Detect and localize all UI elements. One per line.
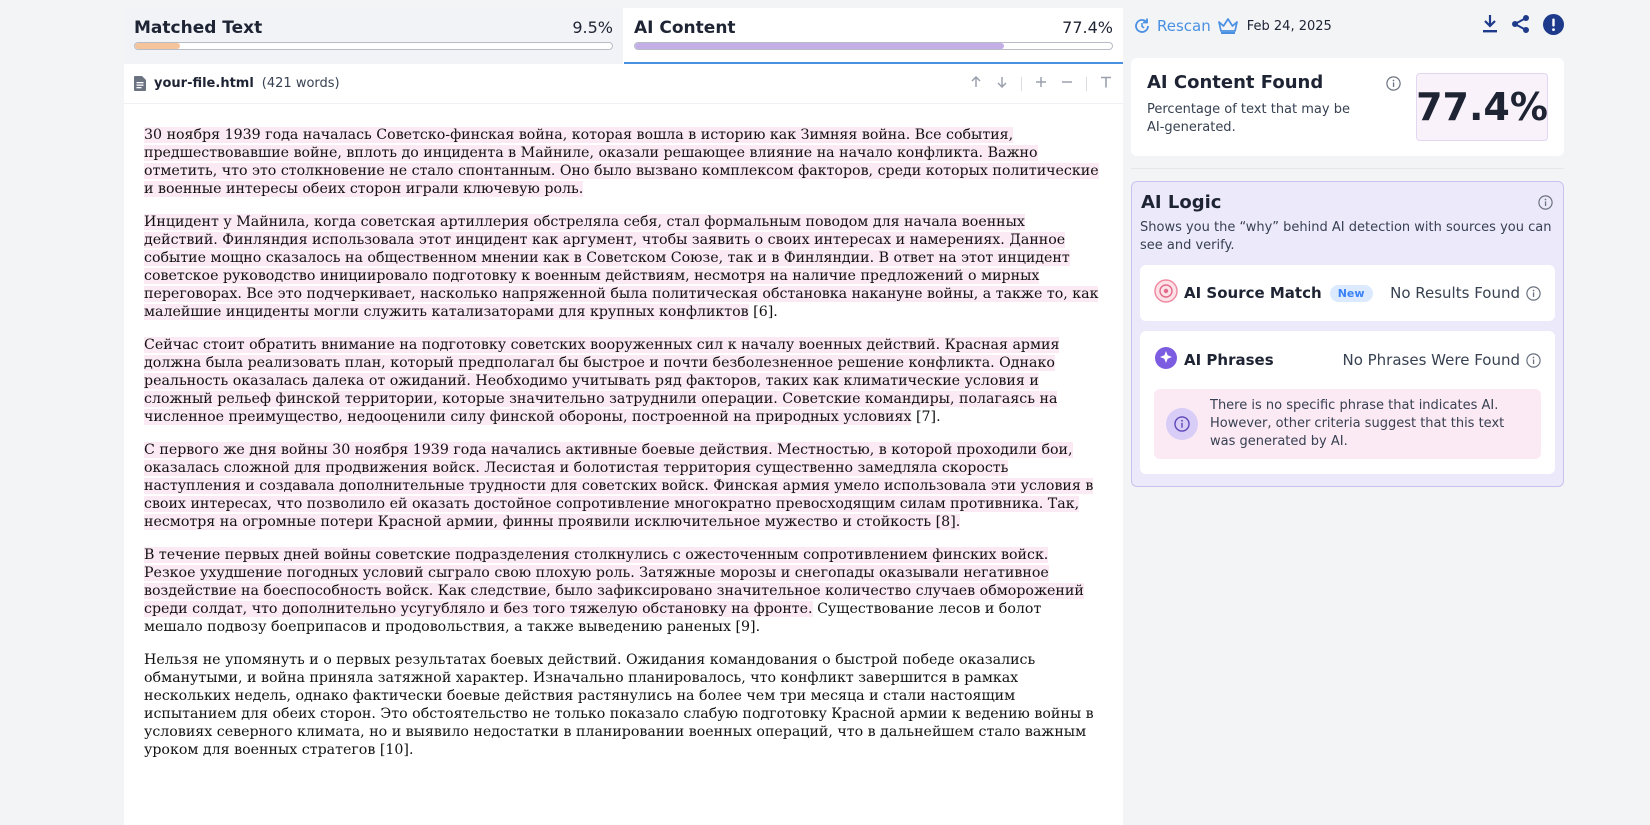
ai-content-found-card xyxy=(1131,58,1564,156)
file-info-bar xyxy=(124,64,1123,104)
panel-description: Shows you the “why” behind AI detection with sources you can see and verify. xyxy=(1140,220,1552,253)
rescan-icon[interactable] xyxy=(1133,17,1151,35)
ai-highlighted-text[interactable]: Инцидент у Майнила, когда советская артиллерия обстреляла себя, стал формальным поводом для начала военных действий. Финляндия использовала этот инцидент как аргумент, чтобы заявить о своих интересах и намерениях. Данное событие мощно сказалось на общественном мнении как в Советском Союзе, так и в Финляндии. В ответ на этот инцидент советское руководство инициировало подготовку к военным действиям, несмотря на наличие предложений о мирных переговорах. Все это подчеркивает, насколько напряженной была политическая обстановка накануне войны, а также то, как малейшие инциденты могли служить катализаторами для крупных конфликтов xyxy=(144,214,1099,320)
ai-logic-panel xyxy=(1131,181,1564,487)
ai-highlighted-text[interactable]: С первого же дня войны 30 ноября 1939 года начались активные боевые действия. Местностью, в которой проходили бои, оказалась сложной для продвижения войск. Лесистая и болотистая территория существенно замедляла скорость наступления и создавала дополнительные трудности для советских войск. Финская армия умело использовала эти условия в своих интересах, что позволило ей оказать достойное сопротивление многократно превосходящим силам противника. Так, несмотря на огромные потери Красной армии, финны проявили исключительное мужество и стойкость [8]. xyxy=(144,442,1094,530)
tab-ai-content[interactable] xyxy=(624,8,1123,64)
info-icon[interactable] xyxy=(1538,195,1553,214)
result-tabs xyxy=(124,8,1123,64)
results-panel xyxy=(124,8,1123,825)
scan-date: Feb 24, 2025 xyxy=(1246,18,1332,34)
ai-phrases-row[interactable] xyxy=(1154,345,1541,375)
document-paragraph xyxy=(144,126,1103,198)
tab-title: AI Content xyxy=(634,18,736,38)
ai-percentage: 77.4% xyxy=(1416,73,1548,141)
info-icon[interactable] xyxy=(1526,353,1541,368)
row-label: AI Phrases xyxy=(1184,351,1274,369)
card-description: Percentage of text that may be AI-generated. xyxy=(1147,102,1350,135)
toolbar-divider xyxy=(1021,77,1022,91)
share-icon[interactable] xyxy=(1511,14,1531,38)
ai-highlighted-text[interactable]: В течение первых дней войны советские подразделения столкнулись с ожесточенным сопротивлением финских войск. Резкое ухудшение погодных условий сыграло свою плохую роль. Затяжные морозы и снегопады оказывали негативное воздействие на боеспособность войск. Как следствие, было зафиксировано значительное количество случаев обморожений среди солдат, что дополнительно усугубляло и без того тяжелую обстановку на фронте. xyxy=(144,547,1084,617)
download-icon[interactable] xyxy=(1481,14,1499,38)
ai-highlighted-text[interactable]: Сейчас стоит обратить внимание на подготовку советских вооруженных сил к началу военных действий. Красная армия должна была реализовать план, который предполагал бы быстрое и почти безболезненное решение конфликта. Однако реальность оказалась далека от ожиданий. Необходимо учитывать ряд факторов, таких как климатические условия и сложный рельеф финской территории, которые значительно затруднили операции. Советские командиры, полагаясь на численное преимущество, недооценили силу финской обороны, построенной на природных условиях xyxy=(144,337,1060,425)
sidebar xyxy=(1131,8,1564,487)
tab-matched-text[interactable] xyxy=(124,8,623,64)
source-match-icon xyxy=(1154,279,1178,307)
info-icon xyxy=(1166,408,1198,440)
info-icon[interactable] xyxy=(1526,286,1541,301)
divider xyxy=(1131,168,1564,169)
row-status: No Phrases Were Found xyxy=(1342,351,1520,369)
arrow-down-icon[interactable] xyxy=(995,76,1009,92)
word-count: (421 words) xyxy=(261,76,340,91)
plain-text: [6]. xyxy=(748,304,778,320)
text-format-icon[interactable] xyxy=(1099,76,1113,92)
document-paragraph xyxy=(144,213,1103,321)
progress-fill xyxy=(135,43,180,49)
card-title: AI Content Found xyxy=(1147,72,1324,93)
row-status: No Results Found xyxy=(1390,284,1520,302)
document-icon xyxy=(134,76,146,91)
tab-percent: 9.5% xyxy=(572,18,613,37)
document-paragraph xyxy=(144,441,1103,531)
ai-highlighted-text[interactable]: 30 ноября 1939 года началась Советско-финская война, которая вошла в историю как Зимняя война. Все события, предшествовавшие войне, вплоть до инцидента в Майниле, оказали решающее влияние на начало конфликта. Важно отметить, что это столкновение не стало спонтанным. Оно было вызвано комплексом факторов, среди которых политические и военные интересы обеих сторон играли ключевую роль. xyxy=(144,127,1099,197)
ai-phrases-icon xyxy=(1154,346,1178,374)
notice-text: There is no specific phrase that indicates AI. However, other criteria suggest that this text was generated by AI. xyxy=(1210,398,1505,449)
info-icon[interactable] xyxy=(1386,76,1401,91)
progress-bar xyxy=(134,42,613,50)
row-label: AI Source Match xyxy=(1184,284,1322,302)
new-badge: New xyxy=(1330,285,1373,302)
document-toolbar xyxy=(969,76,1113,92)
top-actions xyxy=(1481,14,1564,39)
document-paragraph xyxy=(144,336,1103,426)
ai-phrases-card xyxy=(1140,331,1555,474)
file-name: your-file.html xyxy=(154,76,254,91)
phrases-notice xyxy=(1154,389,1541,459)
progress-fill xyxy=(635,43,1004,49)
rescan-button[interactable]: Rescan xyxy=(1157,17,1211,35)
zoom-out-icon[interactable] xyxy=(1060,76,1074,92)
progress-bar xyxy=(634,42,1113,50)
document-paragraph xyxy=(144,546,1103,636)
arrow-up-icon[interactable] xyxy=(969,76,983,92)
tab-title: Matched Text xyxy=(134,18,263,38)
ai-source-match-row[interactable] xyxy=(1140,265,1555,321)
crown-icon xyxy=(1217,17,1239,35)
tab-percent: 77.4% xyxy=(1062,18,1113,37)
alert-icon[interactable] xyxy=(1543,14,1564,39)
plain-text: [7]. xyxy=(911,409,941,425)
document-content xyxy=(124,104,1123,759)
action-bar xyxy=(1131,8,1564,44)
plain-text: Нельзя не упомянуть и о первых результатах боевых действий. Ожидания командования о быстрой победе оказались обманутыми, и война приняла затяжной характер. Изначально планировалось, что конфликт завершится в рамках нескольких недель, однако фактически боевые действия растянулись на более чем три месяца и стали настоящим испытанием для обеих сторон. Это обстоятельство не только показало слабую подготовку Красной армии к ведению войны в условиях северного климата, но и выявило недостатки в планировании военных операций, что в дальнейшем стало важным уроком для военных стратегов [10]. xyxy=(144,652,1094,758)
zoom-in-icon[interactable] xyxy=(1034,76,1048,92)
document-paragraph xyxy=(144,651,1103,759)
toolbar-divider xyxy=(1086,77,1087,91)
panel-title: AI Logic xyxy=(1141,192,1222,213)
plain-text: Существование лесов и болот мешало подвозу боеприпасов и продовольствия, а также выведению раненых [9]. xyxy=(144,601,1042,635)
